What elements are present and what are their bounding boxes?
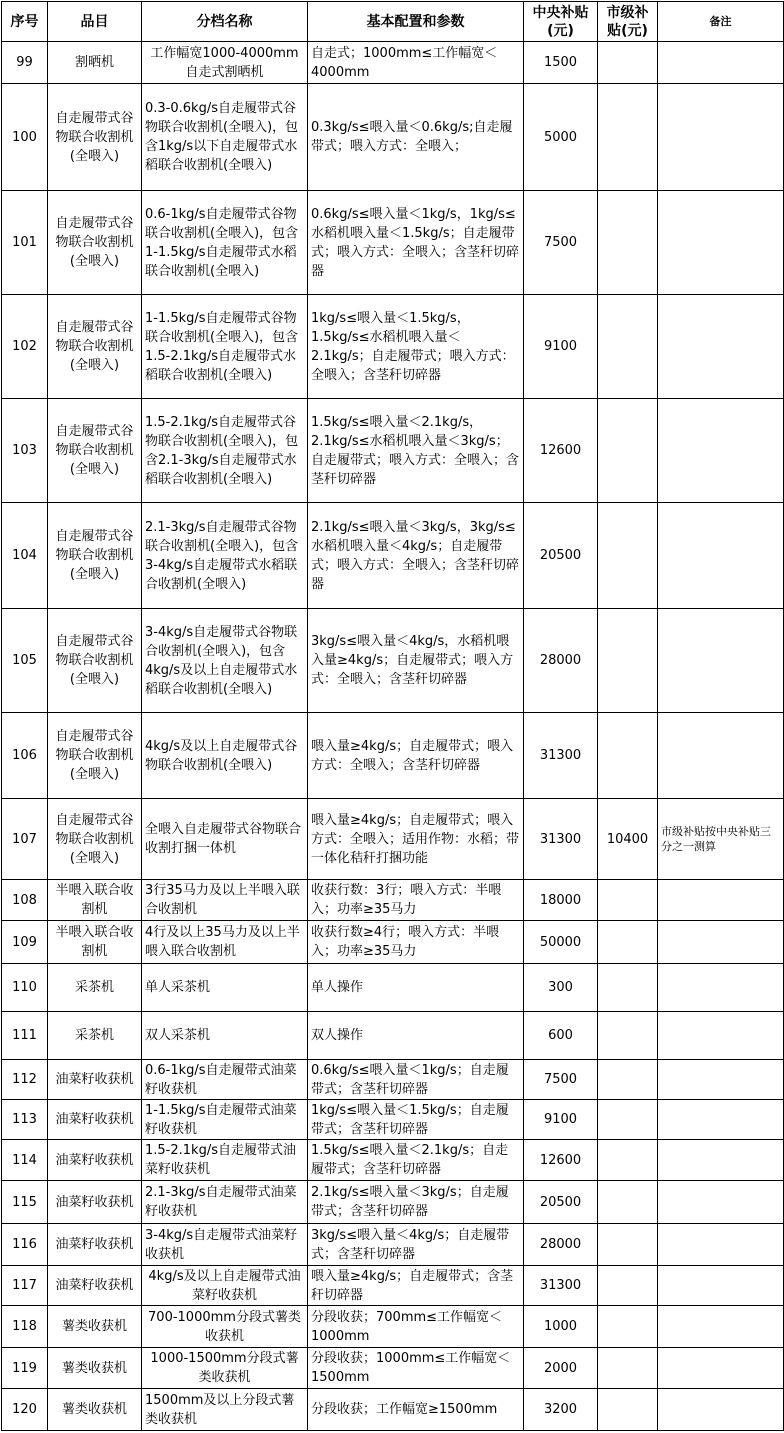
note-cell (658, 964, 784, 1012)
central-subsidy-cell: 9100 (524, 295, 598, 399)
table-row (2, 503, 784, 609)
row-number: 112 (2, 1060, 48, 1100)
item-cell: 采茶机 (48, 1012, 142, 1060)
item-cell: 自走履带式谷物联合收割机(全喂入) (48, 503, 142, 609)
note-cell (658, 609, 784, 713)
row-number: 103 (2, 399, 48, 503)
central-subsidy-cell: 31300 (524, 1266, 598, 1306)
note-cell (658, 713, 784, 799)
city-subsidy-cell (598, 295, 658, 399)
table-row (2, 1266, 784, 1306)
table-row (2, 1100, 784, 1140)
row-number: 102 (2, 295, 48, 399)
note-cell: 市级补贴按中央补贴三分之一测算 (658, 799, 784, 880)
note-cell (658, 84, 784, 191)
name-cell: 4kg/s及以上自走履带式谷物联合收割机(全喂入) (142, 713, 308, 799)
table-row (2, 191, 784, 295)
note-cell (658, 503, 784, 609)
spec-cell: 0.6kg/s≤喂入量＜1kg/s，1kg/s≤水稻机喂入量＜1.5kg/s；自走履带式；喂入方式：全喂入；含茎秆切碎器 (308, 191, 524, 295)
city-subsidy-cell (598, 42, 658, 84)
row-number: 116 (2, 1224, 48, 1266)
name-cell: 1-1.5kg/s自走履带式谷物联合收割机(全喂入)，包含1.5-2.1kg/s自走履带式水稻联合收割机(全喂入) (142, 295, 308, 399)
city-subsidy-cell: 10400 (598, 799, 658, 880)
item-cell: 割晒机 (48, 42, 142, 84)
central-subsidy-cell: 600 (524, 1012, 598, 1060)
city-subsidy-cell (598, 880, 658, 921)
spec-cell: 2.1kg/s≤喂入量＜3kg/s；自走履带式；含茎秆切碎器 (308, 1181, 524, 1224)
name-cell: 3行35马力及以上半喂入联合收割机 (142, 880, 308, 921)
row-number: 119 (2, 1348, 48, 1389)
table-row (2, 880, 784, 921)
central-subsidy-cell: 1500 (524, 42, 598, 84)
table-row (2, 1181, 784, 1224)
name-cell: 双人采茶机 (142, 1012, 308, 1060)
spec-cell: 3kg/s≤喂入量＜4kg/s；自走履带式；含茎秆切碎器 (308, 1224, 524, 1266)
spec-cell: 喂入量≥4kg/s；自走履带式；喂入方式：全喂入；含茎秆切碎器 (308, 713, 524, 799)
city-subsidy-cell (598, 921, 658, 964)
row-number: 107 (2, 799, 48, 880)
name-cell: 1-1.5kg/s自走履带式油菜籽收获机 (142, 1100, 308, 1140)
spec-cell: 1.5kg/s≤喂入量＜2.1kg/s；自走履带式；含茎秆切碎器 (308, 1140, 524, 1181)
name-cell: 4kg/s及以上自走履带式油菜籽收获机 (142, 1266, 308, 1306)
row-number: 113 (2, 1100, 48, 1140)
spec-cell: 喂入量≥4kg/s；自走履带式；喂入方式：全喂入；适用作物：水稻；带一体化秸秆打捆功能 (308, 799, 524, 880)
row-number: 99 (2, 42, 48, 84)
central-subsidy-cell: 31300 (524, 799, 598, 880)
item-cell: 自走履带式谷物联合收割机(全喂入) (48, 191, 142, 295)
city-subsidy-cell (598, 1266, 658, 1306)
spec-cell: 收获行数≥4行；喂入方式：半喂入；功率≥35马力 (308, 921, 524, 964)
row-number: 117 (2, 1266, 48, 1306)
name-cell: 1.5-2.1kg/s自走履带式油菜籽收获机 (142, 1140, 308, 1181)
city-subsidy-cell (598, 1348, 658, 1389)
spec-cell: 自走式；1000mm≤工作幅宽＜4000mm (308, 42, 524, 84)
header-item: 品目 (48, 2, 142, 42)
note-cell (658, 1181, 784, 1224)
note-cell (658, 1224, 784, 1266)
table-row (2, 1012, 784, 1060)
city-subsidy-cell (598, 1140, 658, 1181)
note-cell (658, 1140, 784, 1181)
item-cell: 半喂入联合收割机 (48, 880, 142, 921)
name-cell: 2.1-3kg/s自走履带式谷物联合收割机(全喂入)，包含3-4kg/s自走履带式水稻联合收割机(全喂入) (142, 503, 308, 609)
name-cell: 700-1000mm分段式薯类收获机 (142, 1306, 308, 1348)
city-subsidy-cell (598, 1224, 658, 1266)
city-subsidy-cell (598, 1306, 658, 1348)
name-cell: 单人采茶机 (142, 964, 308, 1012)
row-number: 111 (2, 1012, 48, 1060)
city-subsidy-cell (598, 713, 658, 799)
central-subsidy-cell: 5000 (524, 84, 598, 191)
spec-cell: 分段收获；1000mm≤工作幅宽＜1500mm (308, 1348, 524, 1389)
item-cell: 自走履带式谷物联合收割机(全喂入) (48, 799, 142, 880)
name-cell: 2.1-3kg/s自走履带式油菜籽收获机 (142, 1181, 308, 1224)
note-cell (658, 880, 784, 921)
central-subsidy-cell: 12600 (524, 1140, 598, 1181)
row-number: 120 (2, 1389, 48, 1431)
note-cell (658, 1306, 784, 1348)
table-row (2, 1389, 784, 1431)
item-cell: 油菜籽收获机 (48, 1181, 142, 1224)
table-row (2, 42, 784, 84)
note-cell (658, 1100, 784, 1140)
central-subsidy-cell: 50000 (524, 921, 598, 964)
row-number: 100 (2, 84, 48, 191)
note-cell (658, 1266, 784, 1306)
item-cell: 油菜籽收获机 (48, 1224, 142, 1266)
table-row (2, 799, 784, 880)
table-row (2, 1224, 784, 1266)
spec-cell: 2.1kg/s≤喂入量＜3kg/s，3kg/s≤水稻机喂入量＜4kg/s；自走履带式；喂入方式：全喂入；含茎秆切碎器 (308, 503, 524, 609)
central-subsidy-cell: 1000 (524, 1306, 598, 1348)
name-cell: 0.6-1kg/s自走履带式油菜籽收获机 (142, 1060, 308, 1100)
name-cell: 3-4kg/s自走履带式油菜籽收获机 (142, 1224, 308, 1266)
city-subsidy-cell (598, 1012, 658, 1060)
note-cell (658, 42, 784, 84)
note-cell (658, 1060, 784, 1100)
table-row (2, 609, 784, 713)
header-city-subsidy: 市级补贴(元) (598, 2, 658, 42)
row-number: 118 (2, 1306, 48, 1348)
note-cell (658, 1348, 784, 1389)
city-subsidy-cell (598, 1100, 658, 1140)
row-number: 101 (2, 191, 48, 295)
central-subsidy-cell: 20500 (524, 503, 598, 609)
row-number: 104 (2, 503, 48, 609)
name-cell: 1500mm及以上分段式薯类收获机 (142, 1389, 308, 1431)
row-number: 115 (2, 1181, 48, 1224)
item-cell: 薯类收获机 (48, 1389, 142, 1431)
table-row (2, 295, 784, 399)
name-cell: 全喂入自走履带式谷物联合收割打捆一体机 (142, 799, 308, 880)
item-cell: 油菜籽收获机 (48, 1060, 142, 1100)
item-cell: 薯类收获机 (48, 1348, 142, 1389)
table-row (2, 713, 784, 799)
spec-cell: 收获行数：3行；喂入方式：半喂入；功率≥35马力 (308, 880, 524, 921)
header-spec: 基本配置和参数 (308, 2, 524, 42)
item-cell: 采茶机 (48, 964, 142, 1012)
central-subsidy-cell: 300 (524, 964, 598, 1012)
table-row (2, 921, 784, 964)
item-cell: 自走履带式谷物联合收割机(全喂入) (48, 713, 142, 799)
note-cell (658, 1389, 784, 1431)
central-subsidy-cell: 12600 (524, 399, 598, 503)
table-row (2, 964, 784, 1012)
note-cell (658, 295, 784, 399)
central-subsidy-cell: 9100 (524, 1100, 598, 1140)
table-row (2, 1060, 784, 1100)
item-cell: 油菜籽收获机 (48, 1100, 142, 1140)
spec-cell: 喂入量≥4kg/s；自走履带式；含茎秆切碎器 (308, 1266, 524, 1306)
note-cell (658, 921, 784, 964)
spec-cell: 3kg/s≤喂入量＜4kg/s，水稻机喂入量≥4kg/s；自走履带式；喂入方式：全喂入；含茎秆切碎器 (308, 609, 524, 713)
note-cell (658, 1012, 784, 1060)
spec-cell: 1kg/s≤喂入量＜1.5kg/s；自走履带式；含茎秆切碎器 (308, 1100, 524, 1140)
central-subsidy-cell: 18000 (524, 880, 598, 921)
row-number: 105 (2, 609, 48, 713)
spec-cell: 1.5kg/s≤喂入量＜2.1kg/s，2.1kg/s≤水稻机喂入量＜3kg/s；自走履带式；喂入方式：全喂入；含茎秆切碎器 (308, 399, 524, 503)
row-number: 114 (2, 1140, 48, 1181)
city-subsidy-cell (598, 1389, 658, 1431)
row-number: 106 (2, 713, 48, 799)
header-name: 分档名称 (142, 2, 308, 42)
header-central-subsidy: 中央补贴(元) (524, 2, 598, 42)
name-cell: 0.6-1kg/s自走履带式谷物联合收割机(全喂入)，包含1-1.5kg/s自走履带式水稻联合收割机(全喂入) (142, 191, 308, 295)
spec-cell: 分段收获；700mm≤工作幅宽＜1000mm (308, 1306, 524, 1348)
name-cell: 工作幅宽1000-4000mm自走式割晒机 (142, 42, 308, 84)
city-subsidy-cell (598, 964, 658, 1012)
row-number: 109 (2, 921, 48, 964)
table-row (2, 1306, 784, 1348)
central-subsidy-cell: 7500 (524, 1060, 598, 1100)
spec-cell: 1kg/s≤喂入量＜1.5kg/s，1.5kg/s≤水稻机喂入量＜2.1kg/s；自走履带式；喂入方式：全喂入；含茎秆切碎器 (308, 295, 524, 399)
spec-cell: 分段收获；工作幅宽≥1500mm (308, 1389, 524, 1431)
table-row (2, 399, 784, 503)
name-cell: 3-4kg/s自走履带式谷物联合收割机(全喂入)，包含4kg/s及以上自走履带式水稻联合收割机(全喂入) (142, 609, 308, 713)
item-cell: 自走履带式谷物联合收割机(全喂入) (48, 609, 142, 713)
city-subsidy-cell (598, 1060, 658, 1100)
spec-cell: 双人操作 (308, 1012, 524, 1060)
name-cell: 0.3-0.6kg/s自走履带式谷物联合收割机(全喂入)，包含1kg/s以下自走履带式水稻联合收割机(全喂入) (142, 84, 308, 191)
item-cell: 自走履带式谷物联合收割机(全喂入) (48, 295, 142, 399)
central-subsidy-cell: 3200 (524, 1389, 598, 1431)
city-subsidy-cell (598, 191, 658, 295)
item-cell: 油菜籽收获机 (48, 1266, 142, 1306)
central-subsidy-cell: 20500 (524, 1181, 598, 1224)
item-cell: 薯类收获机 (48, 1306, 142, 1348)
city-subsidy-cell (598, 503, 658, 609)
spec-cell: 0.6kg/s≤喂入量＜1kg/s；自走履带式；含茎秆切碎器 (308, 1060, 524, 1100)
table-row (2, 84, 784, 191)
row-number: 110 (2, 964, 48, 1012)
name-cell: 1.5-2.1kg/s自走履带式谷物联合收割机(全喂入)，包含2.1-3kg/s自走履带式水稻联合收割机(全喂入) (142, 399, 308, 503)
note-cell (658, 191, 784, 295)
central-subsidy-cell: 7500 (524, 191, 598, 295)
table-row (2, 1348, 784, 1389)
header-row (2, 2, 784, 42)
table-body (2, 42, 784, 1431)
central-subsidy-cell: 2000 (524, 1348, 598, 1389)
city-subsidy-cell (598, 609, 658, 713)
city-subsidy-cell (598, 1181, 658, 1224)
item-cell: 油菜籽收获机 (48, 1140, 142, 1181)
item-cell: 半喂入联合收割机 (48, 921, 142, 964)
city-subsidy-cell (598, 84, 658, 191)
spec-cell: 0.3kg/s≤喂入量＜0.6kg/s;自走履带式；喂入方式：全喂入； (308, 84, 524, 191)
name-cell: 1000-1500mm分段式薯类收获机 (142, 1348, 308, 1389)
name-cell: 4行及以上35马力及以上半喂入联合收割机 (142, 921, 308, 964)
row-number: 108 (2, 880, 48, 921)
header-note: 备注 (658, 2, 784, 42)
central-subsidy-cell: 31300 (524, 713, 598, 799)
subsidy-table (1, 1, 784, 1431)
spec-cell: 单人操作 (308, 964, 524, 1012)
table-row (2, 1140, 784, 1181)
central-subsidy-cell: 28000 (524, 609, 598, 713)
item-cell: 自走履带式谷物联合收割机(全喂入) (48, 399, 142, 503)
header-no: 序号 (2, 2, 48, 42)
central-subsidy-cell: 28000 (524, 1224, 598, 1266)
note-cell (658, 399, 784, 503)
item-cell: 自走履带式谷物联合收割机(全喂入) (48, 84, 142, 191)
city-subsidy-cell (598, 399, 658, 503)
